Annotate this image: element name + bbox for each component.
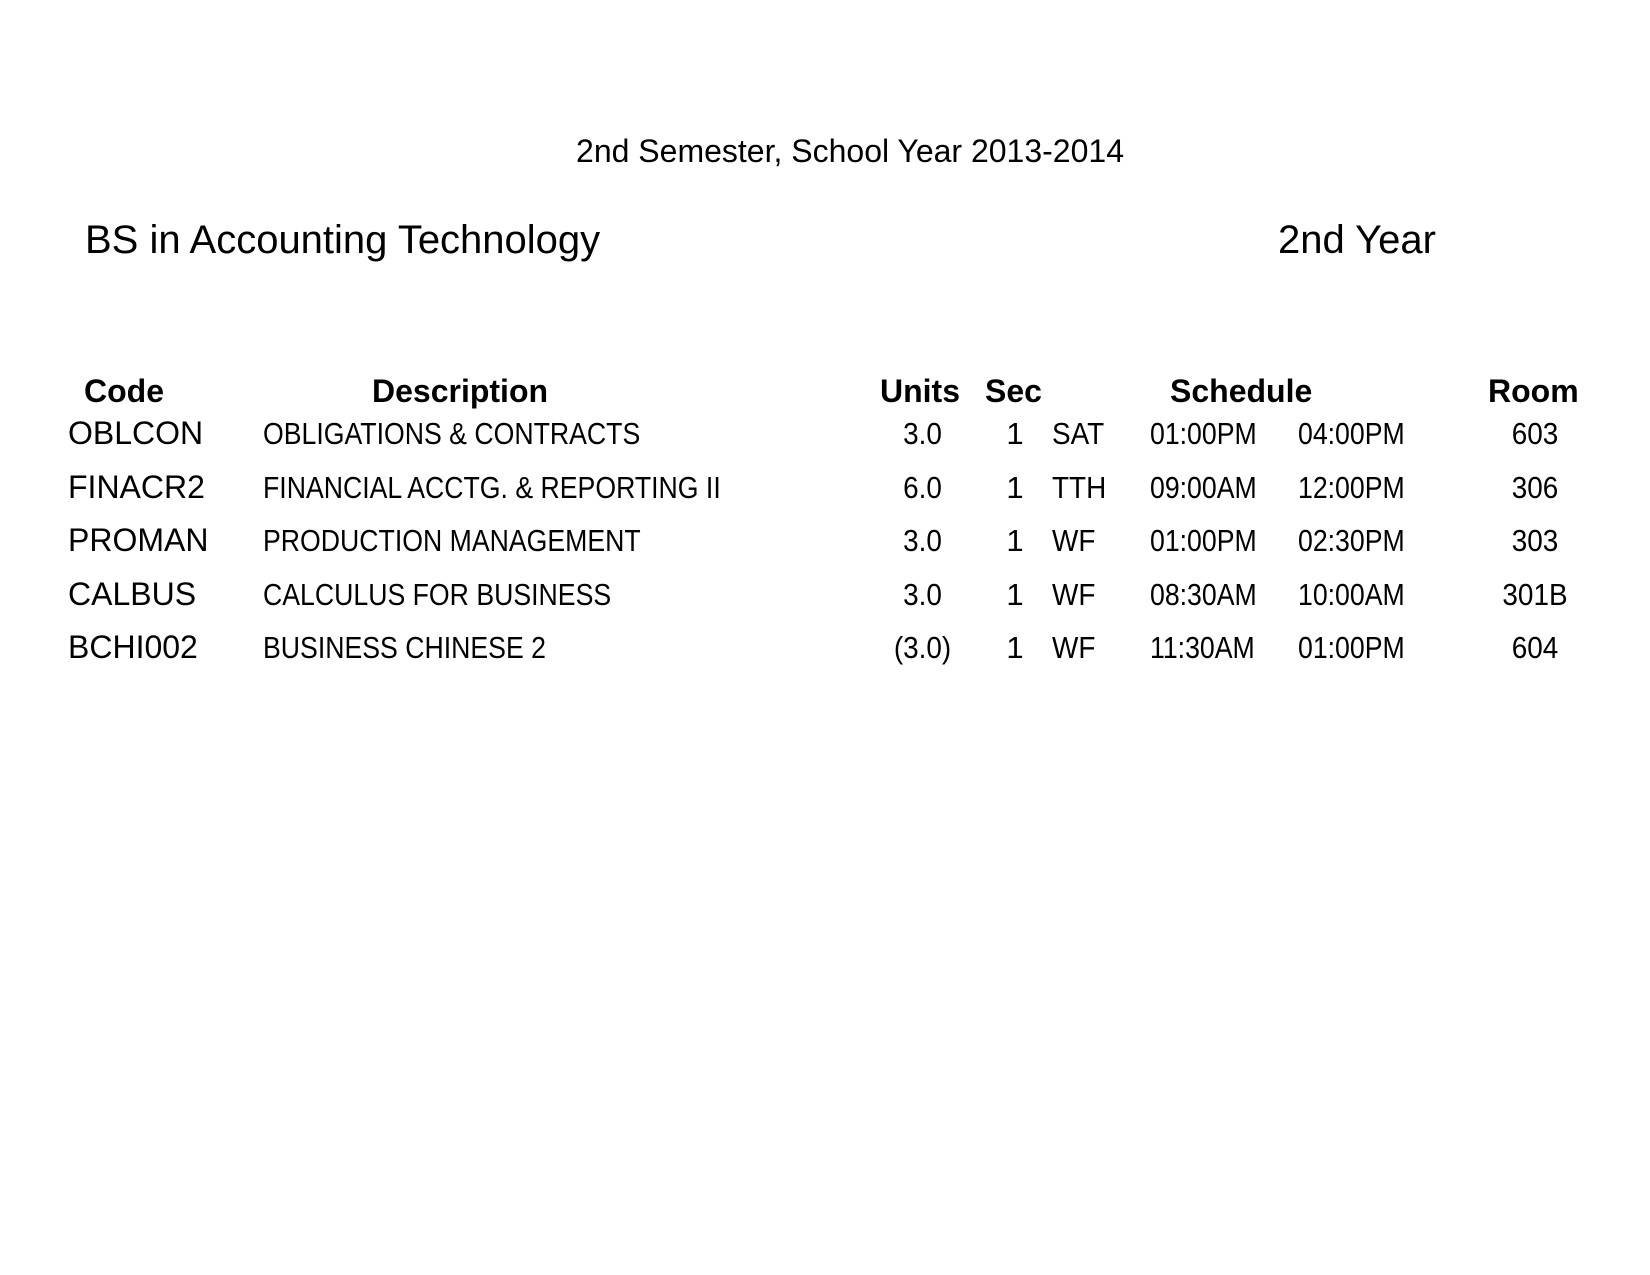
course-code: PROMAN — [68, 522, 209, 558]
header-description: Description — [372, 373, 549, 409]
course-section: 1 — [1006, 469, 1024, 505]
program-name: BS in Accounting Technology — [85, 218, 601, 262]
course-section: 1 — [1006, 523, 1024, 558]
course-room: 306 — [1511, 469, 1559, 505]
course-room: 303 — [1511, 523, 1559, 558]
course-room: 603 — [1511, 416, 1559, 451]
course-code: FINACR2 — [68, 468, 205, 505]
header-code: Code — [84, 373, 164, 409]
header-sec: Sec — [985, 373, 1042, 409]
table-row — [0, 576, 1650, 630]
course-code: BCHI002 — [68, 629, 198, 665]
schedule-days: SAT — [1052, 416, 1105, 451]
header-units: Units — [880, 373, 960, 409]
table-row — [0, 629, 1650, 683]
schedule-end: 04:00PM — [1298, 416, 1405, 451]
course-units: 3.0 — [903, 576, 942, 612]
schedule-days: WF — [1052, 630, 1096, 665]
year-level: 2nd Year — [1278, 218, 1436, 262]
course-code: CALBUS — [68, 575, 197, 612]
course-description: CALCULUS FOR BUSINESS — [263, 576, 612, 612]
course-units: 6.0 — [903, 469, 942, 505]
course-room: 604 — [1511, 630, 1559, 665]
course-units: 3.0 — [903, 416, 942, 451]
schedule-end: 02:30PM — [1298, 523, 1405, 558]
course-table — [0, 415, 1650, 683]
course-code: OBLCON — [68, 415, 204, 451]
table-row — [0, 415, 1650, 469]
header-room: Room — [1488, 373, 1579, 409]
schedule-start: 01:00PM — [1150, 416, 1257, 451]
schedule-start: 08:30AM — [1150, 576, 1257, 612]
course-units: 3.0 — [903, 523, 942, 558]
course-section: 1 — [1006, 416, 1024, 451]
table-row — [0, 469, 1650, 523]
header-schedule: Schedule — [1170, 373, 1313, 409]
schedule-start: 11:30AM — [1150, 630, 1255, 665]
course-description: OBLIGATIONS & CONTRACTS — [263, 416, 641, 451]
course-units: (3.0) — [893, 630, 952, 665]
schedule-days: WF — [1052, 523, 1096, 558]
table-row — [0, 522, 1650, 576]
schedule-days: WF — [1052, 576, 1096, 612]
schedule-days: TTH — [1052, 469, 1107, 505]
course-section: 1 — [1006, 576, 1024, 612]
course-description: PRODUCTION MANAGEMENT — [263, 523, 641, 558]
course-description: FINANCIAL ACCTG. & REPORTING II — [263, 469, 721, 505]
semester-title: 2nd Semester, School Year 2013-2014 — [576, 133, 1124, 169]
course-section: 1 — [1006, 630, 1024, 665]
course-description: BUSINESS CHINESE 2 — [263, 630, 546, 665]
schedule-start: 09:00AM — [1150, 469, 1257, 505]
schedule-end: 12:00PM — [1298, 469, 1405, 505]
schedule-end: 01:00PM — [1298, 630, 1405, 665]
schedule-start: 01:00PM — [1150, 523, 1257, 558]
schedule-end: 10:00AM — [1298, 576, 1405, 612]
course-room: 301B — [1502, 576, 1568, 612]
